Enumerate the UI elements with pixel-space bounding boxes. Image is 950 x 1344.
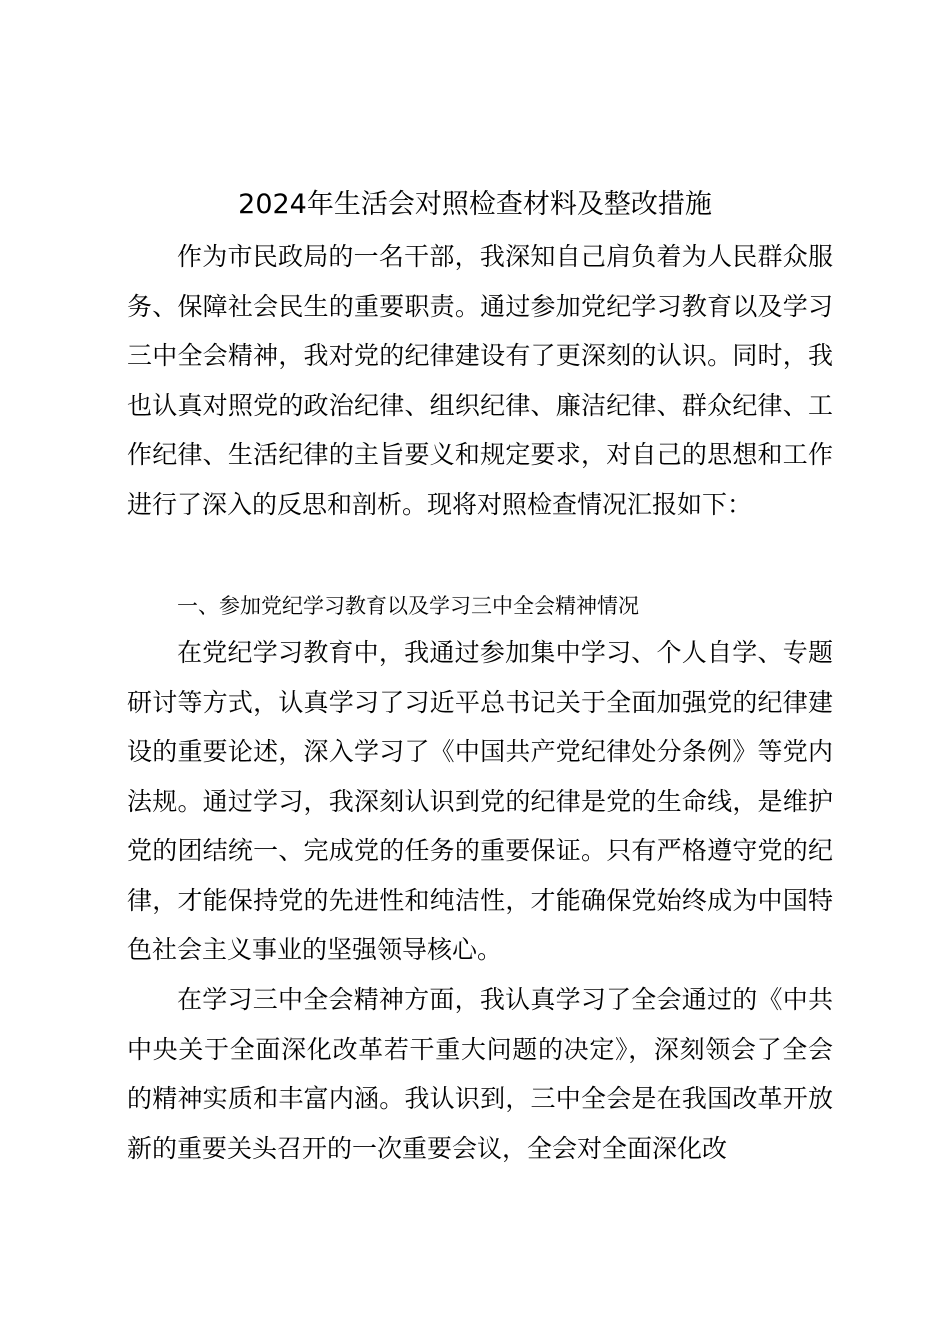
body-paragraph: 在学习三中全会精神方面，我认真学习了全会通过的《中共中央关于全面深化改革若干重大问题的决定》，深刻领会了全会的精神实质和丰富内涵。我认识到，三中全会是在我国改革开放新的重要关头召开的一次重要会议，全会对全面深化改 — [127, 985, 833, 1163]
section-heading: 一、参加党纪学习教育以及学习三中全会精神情况 — [177, 594, 639, 618]
intro-paragraph: 作为市民政局的一名干部，我深知自己肩负着为人民群众服务、保障社会民生的重要职责。通过参加党纪学习教育以及学习三中全会精神，我对党的纪律建设有了更深刻的认识。同时，我也认真对照党的政治纪律、组织纪律、廉洁纪律、群众纪律、工作纪律、生活纪律的主旨要义和规定要求，对自己的思想和工作进行了深入的反思和剖析。现将对照检查情况汇报如下： — [127, 242, 833, 519]
document-title: 2024年生活会对照检查材料及整改措施 — [238, 189, 712, 220]
body-paragraph: 在党纪学习教育中，我通过参加集中学习、个人自学、专题研讨等方式，认真学习了习近平总书记关于全面加强党的纪律建设的重要论述，深入学习了《中国共产党纪律处分条例》等党内法规。通过学习，我深刻认识到党的纪律是党的生命线，是维护党的团结统一、完成党的任务的重要保证。只有严格遵守党的纪律，才能保持党的先进性和纯洁性，才能确保党始终成为中国特色社会主义事业的坚强领导核心。 — [127, 638, 833, 964]
